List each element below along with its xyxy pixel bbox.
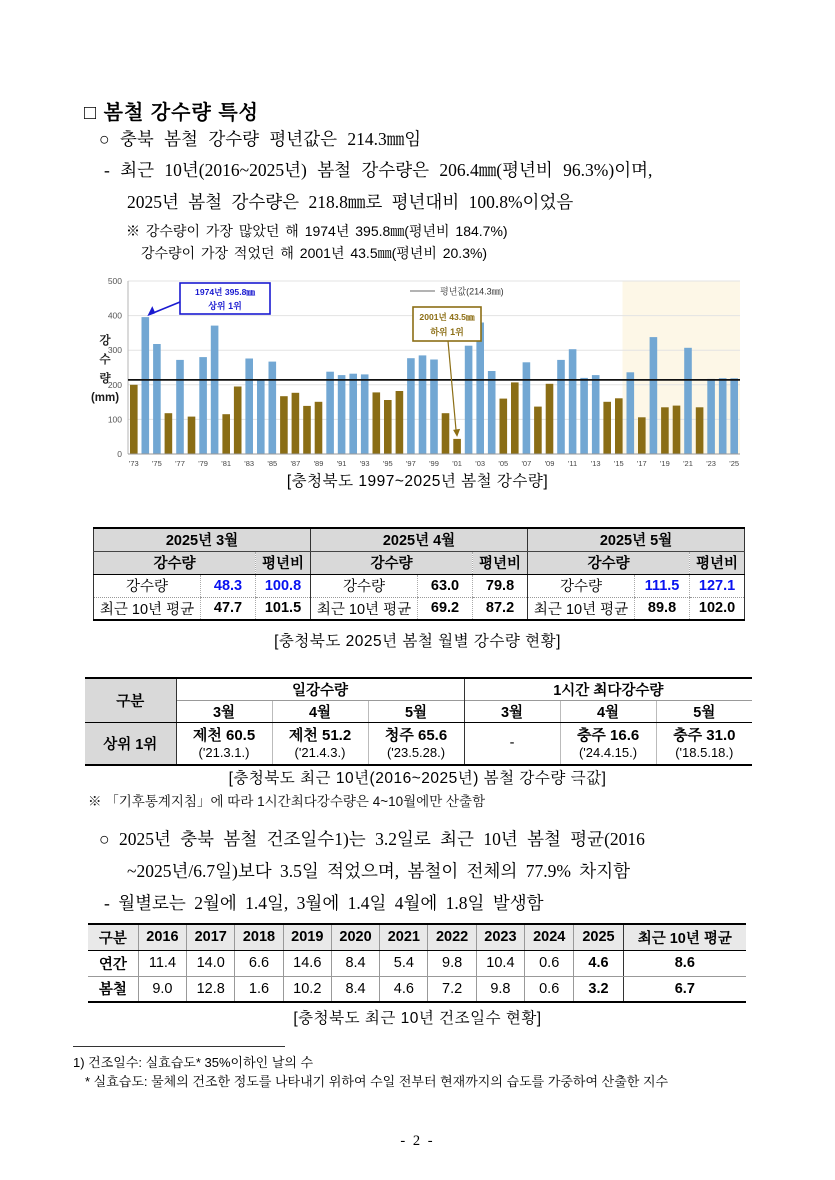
cell-value: 4.6: [380, 976, 428, 1002]
extreme-date: ('23.5.28.): [386, 744, 446, 760]
row-label: 최근 10년 평균: [311, 597, 418, 620]
cell-value: 11.4: [138, 950, 186, 976]
col-header: 평년비: [690, 551, 745, 574]
svg-text:2001년 43.5㎜: 2001년 43.5㎜: [419, 312, 475, 322]
svg-text:하위 1위: 하위 1위: [430, 327, 464, 337]
corner-label: 구분: [85, 678, 176, 723]
ratio-value: 101.5: [256, 597, 311, 620]
ratio-value: 87.2: [473, 597, 528, 620]
svg-text:'93: '93: [359, 459, 370, 468]
extreme-value: 제천 60.5: [192, 726, 256, 744]
extreme-date: ('21.4.3.): [294, 744, 346, 760]
precip-value: 63.0: [418, 574, 473, 597]
row-label: 강수량: [528, 574, 635, 597]
cell-value: 10.2: [283, 976, 331, 1002]
extreme-value: 청주 65.6: [384, 726, 448, 744]
row-label: 최근 10년 평균: [94, 597, 201, 620]
cell-value: 3.2: [574, 976, 623, 1002]
cell-value: 10.4: [476, 950, 524, 976]
svg-text:200: 200: [107, 379, 122, 390]
cell-value: 9.8: [428, 950, 476, 976]
svg-text:'01: '01: [452, 459, 462, 468]
extreme-date: ('24.4.15.): [578, 744, 638, 760]
extreme-date: ('18.5.18.): [675, 744, 734, 760]
col-header: 2019: [283, 924, 331, 950]
svg-text:'89: '89: [313, 459, 324, 468]
row-label: 강수량: [94, 574, 201, 597]
svg-text:'79: '79: [198, 459, 208, 468]
col-header: 4월: [272, 701, 368, 723]
svg-text:'23: '23: [706, 459, 716, 468]
cell-value: 4.6: [574, 950, 623, 976]
extremes-table: [85, 677, 752, 766]
col-header: 2018: [235, 924, 283, 950]
svg-text:1974년 395.8㎜: 1974년 395.8㎜: [195, 287, 255, 297]
bullet1-sub-line2: 2025년 봄철 강수량은 218.8㎜로 평년대비 100.8%이었음: [127, 192, 574, 212]
col-header: 강수량: [94, 551, 256, 574]
table3-caption: [충청북도 최근 10년 건조일수 현황]: [293, 1010, 542, 1027]
bullet2-line2: ~2025년/6.7일)보다 3.5일 적었으며, 봄철이 전체의 77.9% 차지함: [127, 861, 631, 881]
precip-value: 47.7: [201, 597, 256, 620]
table-row: [88, 950, 746, 976]
col-header: 평년비: [256, 551, 311, 574]
cell-value: 14.6: [283, 950, 331, 976]
precip-value: 111.5: [635, 574, 690, 597]
row-label: 상위 1위: [85, 723, 176, 765]
cell-value: 12.8: [187, 976, 235, 1002]
svg-text:'11: '11: [567, 459, 578, 468]
cell-value: 5.4: [380, 950, 428, 976]
svg-text:상위 1위: 상위 1위: [208, 301, 242, 311]
precipitation-bar-chart: [88, 270, 748, 470]
precip-value: 69.2: [418, 597, 473, 620]
svg-text:'17: '17: [636, 459, 647, 468]
extreme-date: ('21.3.1.): [198, 744, 250, 760]
svg-text:'81: '81: [221, 459, 232, 468]
cell-value: 14.0: [187, 950, 235, 976]
col-header: 2022: [428, 924, 476, 950]
svg-text:'73: '73: [128, 459, 139, 468]
precip-value: 48.3: [201, 574, 256, 597]
table1-caption: [충청북도 2025년 봄철 월별 강수량 현황]: [274, 633, 561, 650]
ratio-value: 100.8: [256, 574, 311, 597]
table-row: [94, 528, 745, 551]
precip-value: 89.8: [635, 597, 690, 620]
table2-note: ※ 「기후통계지침」에 따라 1시간최다강수량은 4~10월에만 산출함: [88, 794, 486, 809]
col-header: 5월: [368, 701, 464, 723]
footnote-1: 1) 건조일수: 실효습도* 35%이하인 날의 수: [73, 1055, 314, 1070]
svg-text:'05: '05: [498, 459, 509, 468]
page-number: - 2 -: [400, 1133, 435, 1149]
cell-value: 8.4: [331, 950, 379, 976]
svg-text:'83: '83: [244, 459, 255, 468]
svg-text:'13: '13: [590, 459, 601, 468]
svg-text:100: 100: [107, 414, 122, 425]
row-label: 연간: [88, 950, 138, 976]
table-row: [85, 678, 752, 701]
ratio-value: 102.0: [690, 597, 745, 620]
bullet2-line1: ○ 2025년 충북 봄철 건조일수1)는 3.2일로 최근 10년 봄철 평균(2016: [99, 829, 645, 849]
cell-value: 9.8: [476, 976, 524, 1002]
cell-value: 7.2: [428, 976, 476, 1002]
svg-text:'25: '25: [729, 459, 740, 468]
svg-text:'75: '75: [152, 459, 162, 468]
svg-text:'85: '85: [267, 459, 278, 468]
col-header: 2023: [476, 924, 524, 950]
cell-value: 6.6: [235, 950, 283, 976]
svg-text:'91: '91: [336, 459, 347, 468]
col-header: 2025: [574, 924, 623, 950]
table-header-row: [88, 924, 746, 950]
bullet1-note-line1: ※ 강수량이 가장 많았던 해 1974년 395.8㎜(평년비 184.7%): [126, 223, 508, 239]
row-label: 봄철: [88, 976, 138, 1002]
monthly-precip-table: [93, 527, 745, 621]
svg-text:'03: '03: [475, 459, 486, 468]
chart-y-axis-label: 강 수 량 (mm): [90, 335, 120, 404]
table-row: [85, 701, 752, 723]
svg-text:'09: '09: [544, 459, 555, 468]
row-label: 최근 10년 평균: [528, 597, 635, 620]
svg-text:'99: '99: [429, 459, 439, 468]
col-header: 2020: [331, 924, 379, 950]
section-heading: □ 봄철 강수량 특성: [84, 102, 259, 124]
col-header: 2016: [138, 924, 186, 950]
chart-caption: [충청북도 1997~2025년 봄철 강수량]: [286, 473, 549, 490]
svg-text:0: 0: [117, 449, 122, 459]
cell-value: 8.4: [331, 976, 379, 1002]
col-header: 3월: [176, 701, 272, 723]
ratio-value: 79.8: [473, 574, 528, 597]
footnote-divider: [73, 1046, 285, 1047]
col-header: 2017: [187, 924, 235, 950]
extreme-value: -: [509, 735, 515, 752]
col-header: 3월: [464, 701, 560, 723]
col-header: 구분: [88, 924, 138, 950]
bullet2-line3: - 월별로는 2월에 1.4일, 3월에 1.4일 4월에 1.8일 발생함: [104, 893, 544, 913]
svg-text:평년값(214.3㎜): 평년값(214.3㎜): [440, 286, 504, 297]
table-row: [94, 597, 745, 620]
table2-caption: [충청북도 최근 10년(2016~2025년) 봄철 강수량 극값]: [228, 770, 607, 787]
col-header: 강수량: [528, 551, 690, 574]
group-header-hourly: 1시간 최다강수량: [464, 678, 752, 701]
dry-days-table: [88, 923, 746, 1003]
col-header: 평년비: [473, 551, 528, 574]
col-header: 4월: [560, 701, 656, 723]
table-row: [88, 976, 746, 1002]
col-header: 2021: [380, 924, 428, 950]
bullet1-note-line2: 강수량이 가장 적었던 해 2001년 43.5㎜(평년비 20.3%): [141, 245, 488, 261]
cell-value: 1.6: [235, 976, 283, 1002]
chart-plot-area: [88, 270, 748, 470]
cell-value: 8.6: [623, 950, 746, 976]
cell-value: 0.6: [525, 950, 574, 976]
bullet1-main: ○ 충북 봄철 강수량 평년값은 214.3㎜임: [99, 129, 422, 149]
table-row: [85, 723, 752, 765]
extreme-value: 충주 31.0: [673, 726, 736, 744]
svg-text:'87: '87: [290, 459, 301, 468]
extreme-value: 제천 51.2: [288, 726, 352, 744]
table-row: [94, 551, 745, 574]
svg-text:'77: '77: [175, 459, 185, 468]
col-header: 5월: [656, 701, 752, 723]
col-header: 강수량: [311, 551, 473, 574]
extreme-value: 충주 16.6: [576, 726, 640, 744]
svg-text:'15: '15: [613, 459, 624, 468]
bullet1-sub-line1: - 최근 10년(2016~2025년) 봄철 강수량은 206.4㎜(평년비 96.3%)이며,: [104, 160, 653, 180]
svg-text:500: 500: [107, 276, 122, 286]
row-label: 강수량: [311, 574, 418, 597]
footnote-2: * 실효습도: 물체의 건조한 정도를 나타내기 위하여 수일 전부터 현재까지의 습도를 가중하여 산출한 지수: [85, 1074, 669, 1089]
table-row: [94, 574, 745, 597]
ratio-value: 127.1: [690, 574, 745, 597]
svg-text:'97: '97: [406, 459, 416, 468]
svg-text:'95: '95: [382, 459, 393, 468]
cell-value: 9.0: [138, 976, 186, 1002]
col-header: 2024: [525, 924, 574, 950]
month-header: 2025년 3월: [94, 528, 311, 551]
cell-value: 0.6: [525, 976, 574, 1002]
svg-text:'07: '07: [521, 459, 532, 468]
svg-text:400: 400: [107, 310, 122, 321]
col-header: 최근 10년 평균: [623, 924, 746, 950]
group-header-daily: 일강수량: [176, 678, 464, 701]
svg-text:300: 300: [107, 345, 122, 356]
svg-text:'19: '19: [660, 459, 670, 468]
month-header: 2025년 4월: [311, 528, 528, 551]
cell-value: 6.7: [623, 976, 746, 1002]
svg-text:'21: '21: [683, 459, 693, 468]
month-header: 2025년 5월: [528, 528, 745, 551]
